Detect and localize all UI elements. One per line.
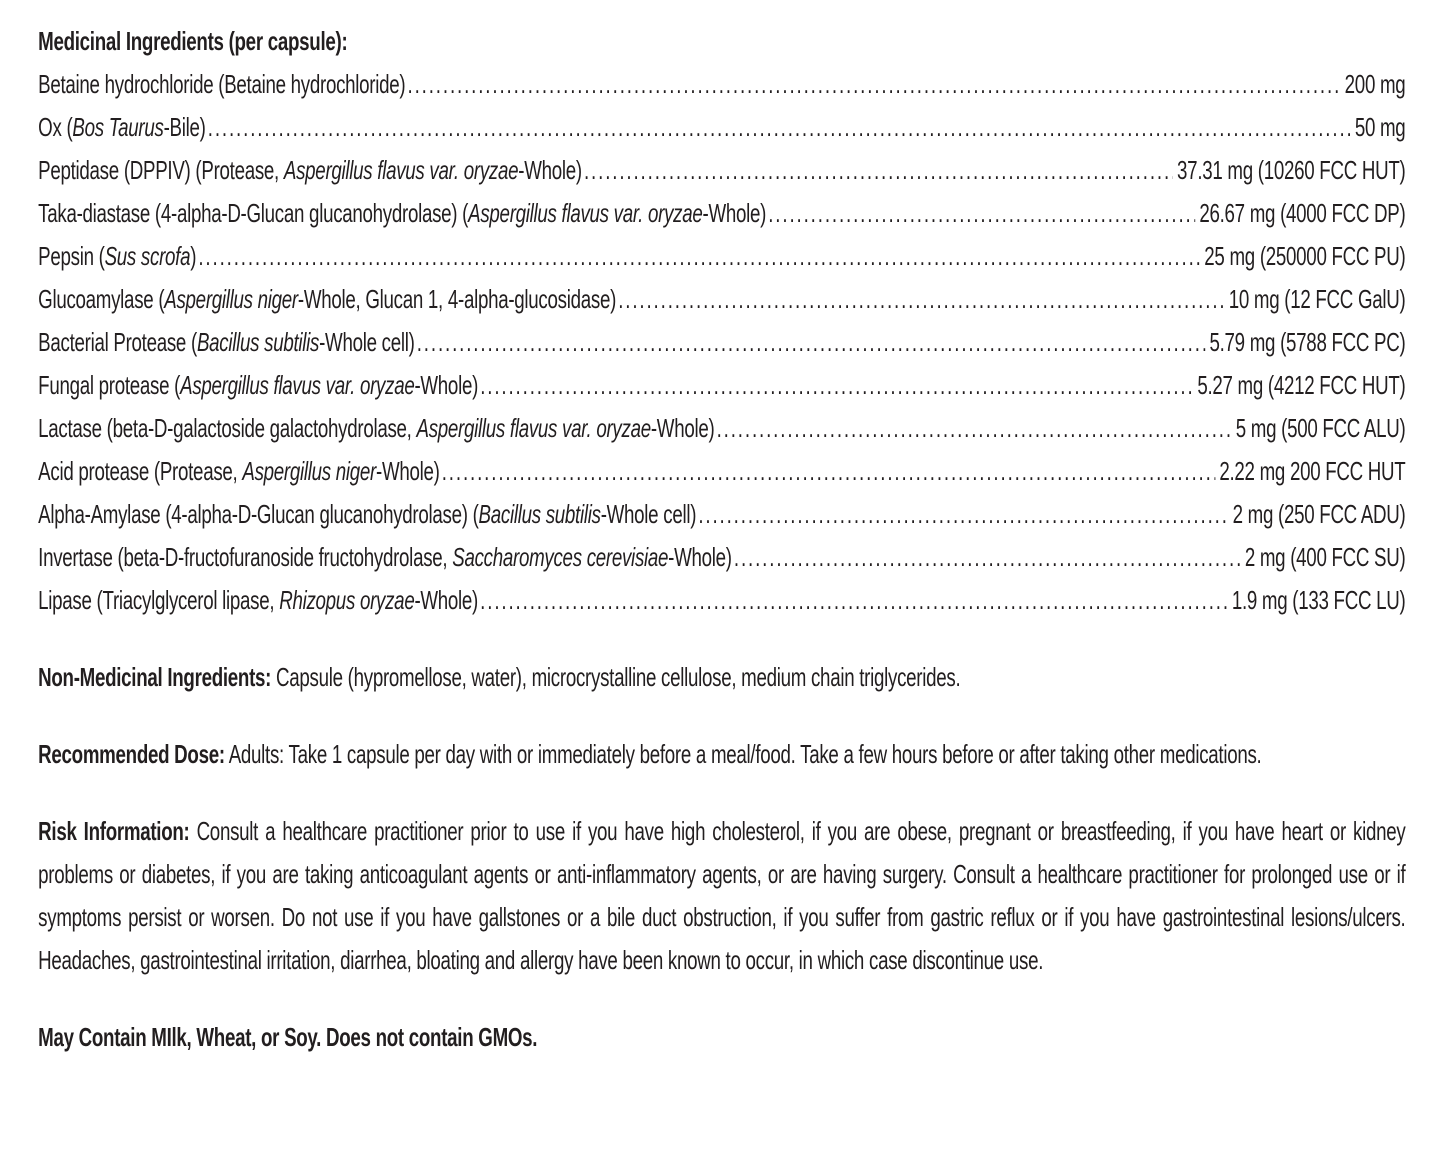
dot-leader: [734, 536, 1241, 579]
ingredient-name: Taka-diastase (4-alpha-D-Glucan glucanohydrolase) (Aspergillus flavus var. oryzae-Whole): [38, 198, 767, 228]
ingredient-row: [38, 192, 1405, 235]
ingredient-name: Peptidase (DPPIV) (Protease, Aspergillus flavus var. oryzae-Whole): [38, 155, 582, 185]
ingredient-row: [38, 235, 1405, 278]
medicinal-ingredients-list: [38, 63, 1405, 622]
ingredient-amount: 2 mg (250 FCC ADU): [1232, 499, 1406, 529]
ingredient-row: [38, 278, 1405, 321]
recommended-dose-heading: Recommended Dose:: [38, 739, 225, 769]
ingredient-amount: 5.27 mg (4212 FCC HUT): [1197, 370, 1406, 400]
dot-leader: [618, 278, 1224, 321]
ingredient-name: Pepsin (Sus scrofa): [38, 241, 197, 271]
ingredient-name: Ox (Bos Taurus-Bile): [38, 112, 206, 142]
ingredient-amount: 5.79 mg (5788 FCC PC): [1209, 327, 1406, 357]
ingredient-row: [38, 321, 1405, 364]
ingredient-amount: 10 mg (12 FCC GalU): [1228, 284, 1406, 314]
ingredient-name: Bacterial Protease (Bacillus subtilis-Whole cell): [38, 327, 415, 357]
may-contain-statement: May Contain MIlk, Wheat, or Soy. Does not contain GMOs.: [38, 1022, 538, 1052]
ingredient-amount: 26.67 mg (4000 FCC DP): [1199, 198, 1406, 228]
ingredient-name: Acid protease (Protease, Aspergillus niger-Whole): [38, 456, 440, 486]
ingredient-row: [38, 450, 1405, 493]
ingredient-amount: 200 mg: [1344, 69, 1406, 99]
ingredient-name: Lactase (beta-D-galactoside galactohydrolase, Aspergillus flavus var. oryzae-Whole): [38, 413, 715, 443]
ingredient-name: Fungal protease (Aspergillus flavus var. oryzae-Whole): [38, 370, 479, 400]
ingredient-amount: 5 mg (500 FCC ALU): [1235, 413, 1406, 443]
dot-leader: [408, 63, 1341, 106]
ingredient-row: [38, 63, 1405, 106]
ingredient-row: [38, 364, 1405, 407]
ingredient-name: Lipase (Triacylglycerol lipase, Rhizopus oryzae-Whole): [38, 585, 479, 615]
ingredient-row: [38, 579, 1405, 622]
ingredient-name: Invertase (beta-D-fructofuranoside fructohydrolase, Saccharomyces cerevisiae-Whole): [38, 542, 732, 572]
non-medicinal-body: Capsule (hypromellose, water), microcrystalline cellulose, medium chain triglycerides.: [276, 662, 961, 692]
recommended-dose-body: Adults: Take 1 capsule per day with or immediately before a meal/food. Take a few hours before or after taking other medications.: [228, 739, 1262, 769]
risk-information-heading: Risk Information:: [38, 816, 190, 846]
ingredient-row: [38, 407, 1405, 450]
ingredient-row: [38, 536, 1405, 579]
ingredient-name: Alpha-Amylase (4-alpha-D-Glucan glucanohydrolase) (Bacillus subtilis-Whole cell): [38, 499, 697, 529]
ingredient-amount: 37.31 mg (10260 FCC HUT): [1177, 155, 1406, 185]
ingredient-amount: 2.22 mg 200 FCC HUT: [1219, 456, 1406, 486]
ingredient-row: [38, 149, 1405, 192]
recommended-dose-paragraph: [38, 733, 1405, 776]
dot-leader: [480, 579, 1227, 622]
ingredient-amount: 1.9 mg (133 FCC LU): [1231, 585, 1406, 615]
ingredient-row: [38, 493, 1405, 536]
dot-leader: [717, 407, 1232, 450]
dot-leader: [417, 321, 1205, 364]
non-medicinal-paragraph: [38, 656, 1405, 699]
dot-leader: [768, 192, 1195, 235]
dot-leader: [584, 149, 1173, 192]
medicinal-ingredients-heading: Medicinal Ingredients (per capsule):: [38, 26, 348, 56]
dot-leader: [208, 106, 1351, 149]
ingredient-amount: 2 mg (400 FCC SU): [1244, 542, 1406, 572]
dot-leader: [442, 450, 1215, 493]
risk-information-body: Consult a healthcare practitioner prior to use if you have high cholesterol, if you are obese, pregnant or breastfeeding, if you have heart or kidney problems or diabetes, if you are taking anticoagulant agents or anti-inflammatory agents, or are having surgery. Consult a healthcare practitioner for prolonged use or if symptoms persist or worsen. Do not use if you have gallstones or a bile duct obstruction, if you suffer from gastric reflux or if you have gastrointestinal lesions/ulcers. Headaches, gastrointestinal irritation, diarrhea, bloating and allergy have been known to occur, in which case discontinue use.: [38, 816, 1406, 975]
ingredient-name: Betaine hydrochloride (Betaine hydrochloride): [38, 69, 406, 99]
ingredient-row: [38, 106, 1405, 149]
non-medicinal-heading: Non-Medicinal Ingredients:: [38, 662, 272, 692]
ingredient-name: Glucoamylase (Aspergillus niger-Whole, Glucan 1, 4-alpha-glucosidase): [38, 284, 617, 314]
dot-leader: [480, 364, 1193, 407]
dot-leader: [698, 493, 1228, 536]
dot-leader: [198, 235, 1200, 278]
ingredient-amount: 50 mg: [1354, 112, 1406, 142]
ingredient-amount: 25 mg (250000 FCC PU): [1204, 241, 1406, 271]
risk-information-paragraph: [38, 810, 1405, 982]
